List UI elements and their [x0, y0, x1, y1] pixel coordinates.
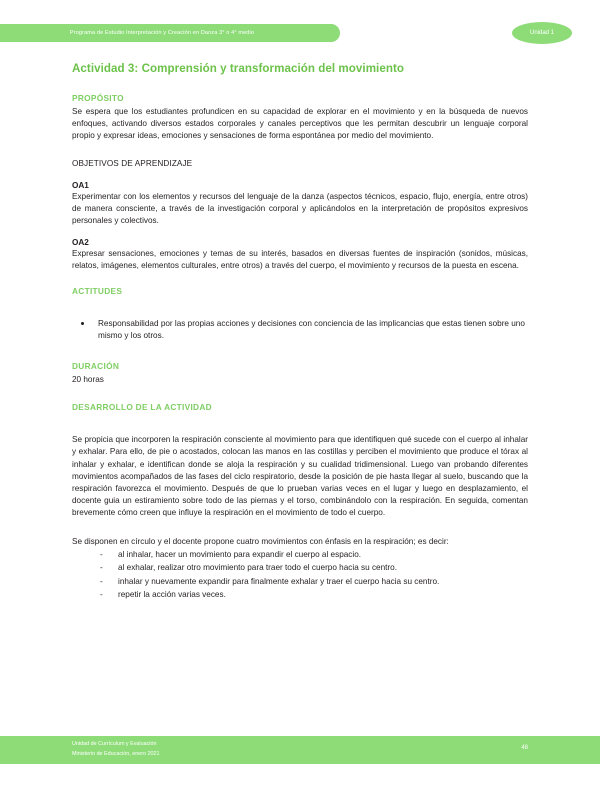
step-text: al inhalar, hacer un movimiento para expandir el cuerpo al espacio.: [118, 549, 362, 559]
step-text: inhalar y nuevamente expandir para finalmente exhalar y traer el cuerpo hacia su centro.: [118, 576, 440, 586]
page-title: Actividad 3: Comprensión y transformación del movimiento: [72, 62, 404, 75]
bullet-dot-icon: [81, 322, 84, 325]
desarrollo-steps-list: [72, 548, 528, 602]
dash-marker-icon: -: [100, 563, 103, 573]
step-text: al exhalar, realizar otro movimiento para traer todo el cuerpo hacia su centro.: [118, 563, 397, 573]
page-number: 48: [521, 745, 528, 751]
oa2-body: Expresar sensaciones, emociones y temas de su interés, basados en diversas fuentes de inspiración (sonidos, músicas, relatos, imágenes, elementos culturales, entre otros) a través del cuerpo, el movimiento y recursos de la puesta en escena.: [72, 249, 528, 271]
oa2-label: OA2: [72, 238, 89, 248]
dash-marker-icon: -: [100, 549, 103, 559]
actitud-text: Responsabilidad por las propias acciones y decisiones con conciencia de las implicancias que estas tienen sobre uno mismo y los otros.: [98, 318, 525, 340]
duracion-value: 20 horas: [72, 375, 104, 385]
list-item: [72, 588, 528, 601]
list-item: [72, 318, 528, 342]
desarrollo-paragraph-1: Se propicia que incorporen la respiración consciente al movimiento para que identifiquen qué sucede con el cuerpo al inhalar y exhalar. Para ello, de pie o acostados, colocan las manos en las costillas y perciben el movimiento que produce el tórax al inhalar y exhalar, e identifican donde se aloja la respiración y su cualidad tridimensional. Luego van probando diferentes movimientos acompañados de las fases del ciclo respiratorio, desde la posición de pie hasta llegar al suelo, buscando que la respiración favorezca el movimiento. Después de que lo prueban varias veces en el lugar y luego en desplazamiento, el docente guia un estiramiento sobre todo de las piernas y el torso, combinándolo con la respiración. En seguida, comentan brevemente cómo creen que influye la respiración en el movimiento de todo el cuerpo.: [72, 435, 528, 518]
program-label: Programa de Estudio Interpretación y Creación en Danza 3° o 4° medio: [69, 30, 255, 36]
proposito-body: Se espera que los estudiantes profundicen en su capacidad de explorar en el movimiento y en la búsqueda de nuevos enfoques, activando diversos estados corporales y canales perceptivos que les permitan descubrir un lenguaje corporal propio y expresar ideas, emociones y sensaciones de forma espontánea por medio del movimiento.: [72, 107, 528, 141]
document-content: [72, 62, 528, 601]
footer-line-2: Ministerio de Educación, enero 2021: [72, 750, 160, 757]
footer-organization: [72, 740, 160, 759]
section-heading-objetivos: OBJETIVOS DE APRENDIZAJE: [72, 158, 193, 168]
section-heading-desarrollo: DESARROLLO DE LA ACTIVIDAD: [72, 402, 212, 413]
list-item: [72, 561, 528, 574]
dash-marker-icon: -: [100, 590, 103, 600]
oa1-body: Experimentar con los elementos y recursos del lenguaje de la danza (aspectos técnicos, espacio, flujo, energía, entre otros) de manera consciente, a través de la investigación corporal y aplicándolos en la interpretación de propósitos expresivos personales y colectivos.: [72, 191, 528, 226]
section-heading-duracion: DURACIÓN: [72, 361, 120, 372]
list-item: [72, 548, 528, 561]
unit-badge: [512, 22, 572, 44]
section-heading-actitudes: ACTITUDES: [72, 285, 123, 296]
document-footer-bar: [0, 736, 600, 764]
section-heading-proposito: PROPÓSITO: [72, 93, 124, 103]
oa1-label: OA1: [72, 180, 89, 190]
document-header-bar: [0, 24, 340, 42]
dash-marker-icon: -: [100, 576, 103, 586]
unit-badge-label: Unidad 1: [529, 30, 555, 36]
desarrollo-paragraph-2: Se disponen en círculo y el docente propone cuatro movimientos con énfasis en la respiración; es decir:: [72, 536, 449, 546]
actitudes-list: [72, 318, 528, 342]
footer-line-1: Unidad de Currículum y Evaluación: [72, 741, 157, 747]
step-text: repetir la acción varias veces.: [118, 590, 226, 600]
list-item: [72, 575, 528, 588]
